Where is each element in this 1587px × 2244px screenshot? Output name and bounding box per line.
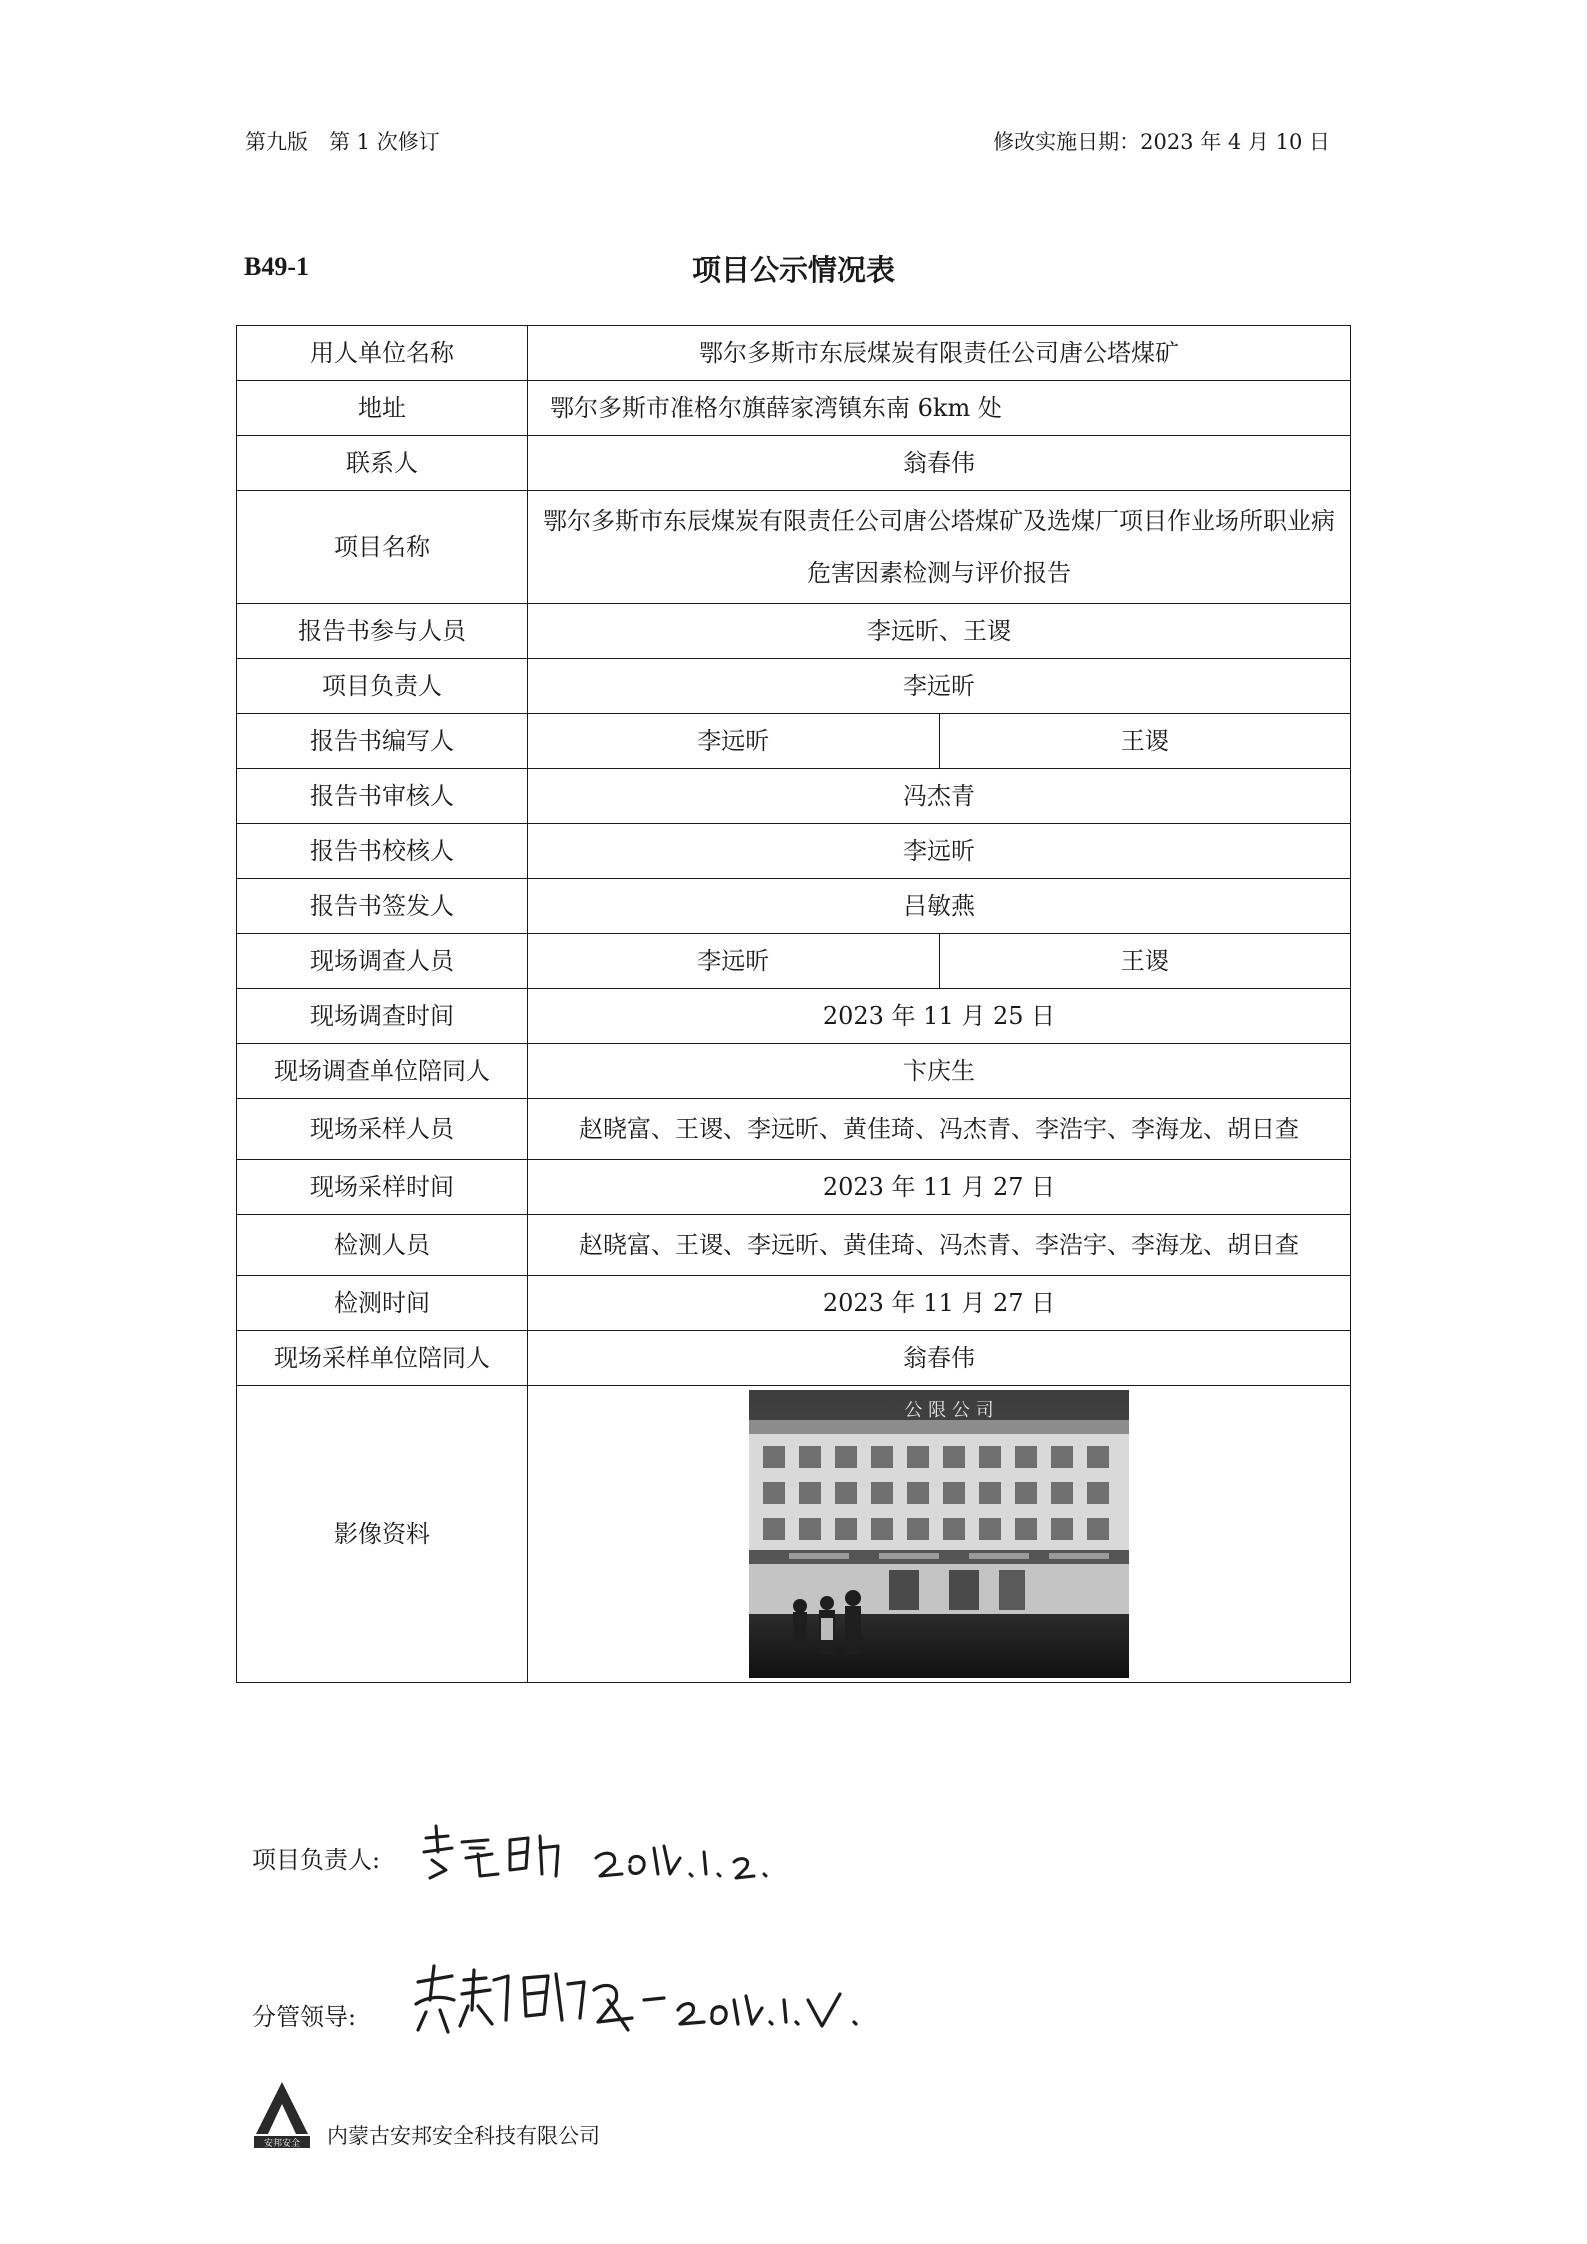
- table-row: [237, 491, 1351, 604]
- contact-value: 翁春伟: [528, 436, 1351, 491]
- sampling-staff-value: 赵晓富、王谡、李远昕、黄佳琦、冯杰青、李浩宇、李海龙、胡日查: [528, 1099, 1351, 1160]
- testing-staff-label: 检测人员: [237, 1215, 528, 1276]
- participants-label: 报告书参与人员: [237, 604, 528, 659]
- table-row: [237, 1386, 1351, 1683]
- checker-label: 报告书校核人: [237, 824, 528, 879]
- table-row: [237, 714, 1351, 769]
- supervisor-sign-row: [252, 1997, 356, 2032]
- table-row: [237, 326, 1351, 381]
- survey-time-label: 现场调查时间: [237, 989, 528, 1044]
- issuer-label: 报告书签发人: [237, 879, 528, 934]
- project-lead-signature: [418, 1818, 778, 1888]
- sampling-escort-label: 现场采样单位陪同人: [237, 1331, 528, 1386]
- testing-staff-value: 赵晓富、王谡、李远昕、黄佳琦、冯杰青、李浩宇、李海龙、胡日查: [528, 1215, 1351, 1276]
- project-name-label: 项目名称: [237, 491, 528, 604]
- project-info-table: [236, 325, 1351, 1683]
- table-row: [237, 1331, 1351, 1386]
- writers-label: 报告书编写人: [237, 714, 528, 769]
- sampling-time-label: 现场采样时间: [237, 1160, 528, 1215]
- table-row: [237, 934, 1351, 989]
- employer-value: 鄂尔多斯市东辰煤炭有限责任公司唐公塔煤矿: [528, 326, 1351, 381]
- company-logo: [252, 2078, 312, 2150]
- table-row: [237, 879, 1351, 934]
- table-row: [237, 989, 1351, 1044]
- photo-sign-text: 公 限 公 司: [904, 1400, 994, 1421]
- survey-staff-1-value: 李远昕: [528, 934, 940, 989]
- edition-label: 第九版 第 1 次修订: [245, 130, 440, 154]
- table-row: [237, 769, 1351, 824]
- project-lead-value: 李远昕: [528, 659, 1351, 714]
- testing-time-label: 检测时间: [237, 1276, 528, 1331]
- table-row: [237, 1044, 1351, 1099]
- table-row: [237, 1099, 1351, 1160]
- site-photo: [749, 1390, 1129, 1678]
- reviewer-label: 报告书审核人: [237, 769, 528, 824]
- table-row: [237, 824, 1351, 879]
- table-row: [237, 436, 1351, 491]
- address-value: 鄂尔多斯市准格尔旗薛家湾镇东南 6km 处: [528, 381, 1351, 436]
- survey-escort-value: 卞庆生: [528, 1044, 1351, 1099]
- checker-value: 李远昕: [528, 824, 1351, 879]
- writer-2-value: 王谡: [939, 714, 1351, 769]
- survey-escort-label: 现场调查单位陪同人: [237, 1044, 528, 1099]
- address-label: 地址: [237, 381, 528, 436]
- table-row: [237, 1276, 1351, 1331]
- project-name-value: 鄂尔多斯市东辰煤炭有限责任公司唐公塔煤矿及选煤厂项目作业场所职业病危害因素检测与评价报告: [528, 491, 1351, 604]
- table-row: [237, 659, 1351, 714]
- survey-time-value: 2023 年 11 月 25 日: [528, 989, 1351, 1044]
- sampling-escort-value: 翁春伟: [528, 1331, 1351, 1386]
- logo-text: 安邦安全: [263, 2139, 301, 2149]
- company-name: 内蒙古安邦安全科技有限公司: [327, 2124, 600, 2148]
- table-row: [237, 1215, 1351, 1276]
- writer-1-value: 李远昕: [528, 714, 940, 769]
- project-lead-label: 项目负责人: [237, 659, 528, 714]
- sampling-staff-label: 现场采样人员: [237, 1099, 528, 1160]
- testing-time-value: 2023 年 11 月 27 日: [528, 1276, 1351, 1331]
- table-row: [237, 1160, 1351, 1215]
- issuer-value: 吕敏燕: [528, 879, 1351, 934]
- project-lead-sign-row: [252, 1840, 380, 1875]
- supervisor-signature: [408, 1960, 878, 2040]
- table-row: [237, 604, 1351, 659]
- supervisor-sign-label: 分管领导:: [252, 2003, 357, 2031]
- contact-label: 联系人: [237, 436, 528, 491]
- images-label: 影像资料: [237, 1386, 528, 1683]
- survey-staff-2-value: 王谡: [939, 934, 1351, 989]
- sampling-time-value: 2023 年 11 月 27 日: [528, 1160, 1351, 1215]
- reviewer-value: 冯杰青: [528, 769, 1351, 824]
- form-code: B49-1: [244, 252, 309, 281]
- survey-staff-label: 现场调查人员: [237, 934, 528, 989]
- page-title: 项目公示情况表: [691, 253, 895, 287]
- project-lead-sign-label: 项目负责人:: [252, 1846, 381, 1874]
- images-cell: [528, 1386, 1351, 1683]
- table-row: [237, 381, 1351, 436]
- participants-value: 李远昕、王谡: [528, 604, 1351, 659]
- effective-date: 修改实施日期：2023 年 4 月 10 日: [993, 130, 1330, 154]
- employer-label: 用人单位名称: [237, 326, 528, 381]
